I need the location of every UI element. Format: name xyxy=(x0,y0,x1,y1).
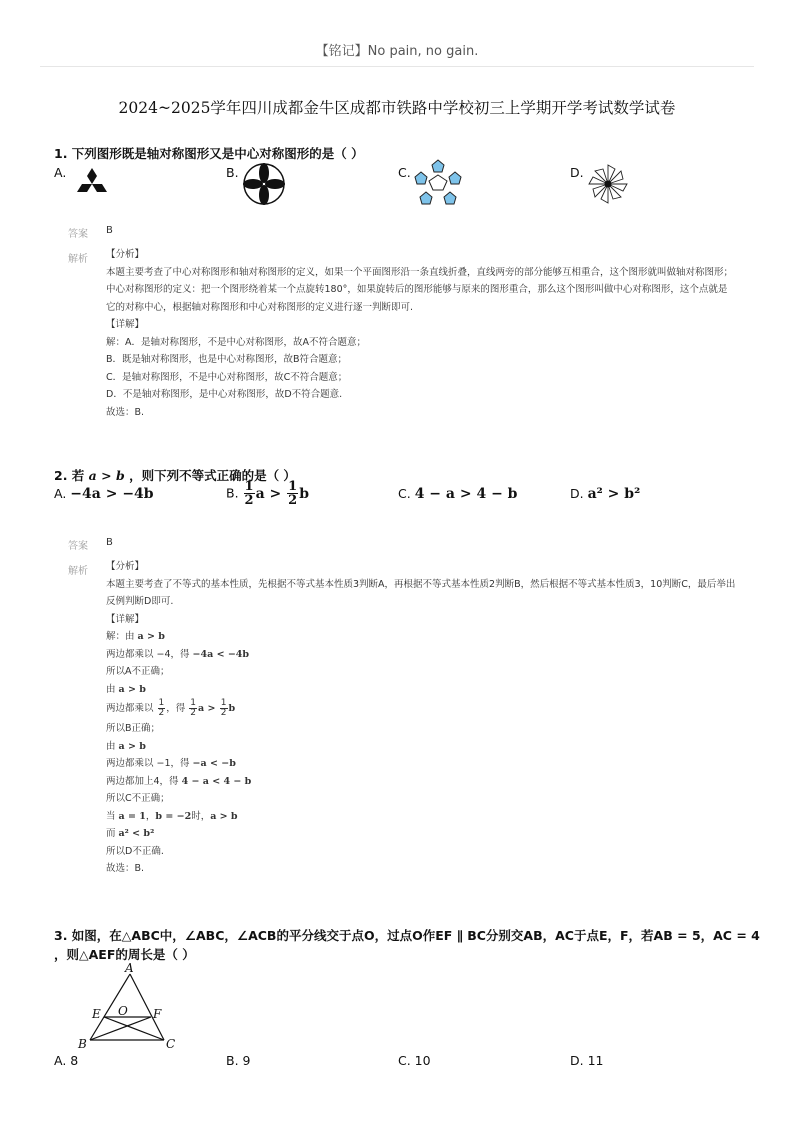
point-e-label: E xyxy=(92,1007,101,1021)
q1-solution-line: 【分析】 xyxy=(106,249,145,260)
q3-option-c: C. 10 xyxy=(398,1053,431,1068)
point-o-label: O xyxy=(118,1004,128,1018)
q1-solution-line: 【详解】 xyxy=(106,319,145,330)
q2-option-a xyxy=(54,486,154,502)
q2-option-d-letter: D. xyxy=(570,486,584,501)
q2-analysis-label: 解析 xyxy=(68,566,88,577)
q2-solution-line: 解：由 a > b xyxy=(106,631,165,642)
q1-option-a-label: A. xyxy=(54,165,67,180)
q2-solution-line: 故选：B. xyxy=(106,863,145,874)
header-divider xyxy=(40,66,754,67)
q1-answer-value: B xyxy=(106,225,113,236)
q3-option-b: B. 9 xyxy=(226,1053,251,1068)
q2-solution-line: 【详解】 xyxy=(106,613,145,625)
q2-solution-line: 两边都乘以 $\frac{1}{2}$ ，得 $\frac{1}{2}$ a > $\frac{1}{2}$ b xyxy=(106,698,236,718)
q2-solution-line: 由 a > b xyxy=(106,683,146,695)
pentagon-ring-figure xyxy=(412,158,464,208)
q1-answer-label: 答案 xyxy=(68,229,88,240)
q1-option-d-label: D. xyxy=(570,165,584,180)
q2-solution-line: 由 a > b xyxy=(106,740,146,752)
q2-option-a-letter: A. xyxy=(54,486,67,501)
q2-solution xyxy=(106,558,736,878)
question-3-stem-line-1: 3. 如图，在△ABC中，∠ABC，∠ACB的平分线交于点O，过点O作EF ∥ BC分别交AB，AC于点E，F，若AB = 5，AC = 4 xyxy=(54,928,760,943)
q2-stem-math: a > b xyxy=(88,468,125,483)
question-3-stem-line-2: ，则△AEF的周长是（ ） xyxy=(54,947,195,962)
point-f-label: F xyxy=(153,1007,162,1021)
q2-stem-prefix: 2. 若 xyxy=(54,468,85,483)
q2-solution-line: 所以A不正确； xyxy=(106,666,170,677)
q1-solution xyxy=(106,246,736,421)
triangle-abc-figure xyxy=(72,960,182,1052)
q2-option-d xyxy=(570,486,640,502)
q2-solution-line: 【分析】 xyxy=(106,561,145,572)
four-petal-circle-figure xyxy=(242,162,286,206)
q2-solution-line: 所以C不正确； xyxy=(106,793,170,804)
q2-option-a-math: −4a > −4b xyxy=(70,486,154,502)
page-motto: 【铭记】No pain, no gain. xyxy=(315,44,479,59)
q2-option-c-letter: C. xyxy=(398,486,411,501)
q2-answer-value: B xyxy=(106,537,113,548)
q1-solution-line: D．不是轴对称图形，是中心对称图形，故D不符合题意. xyxy=(106,389,343,400)
q2-solution-line: 当 a = 1，b = −2时，a > b xyxy=(106,810,238,822)
q2-answer-label: 答案 xyxy=(68,541,88,552)
q2-solution-paragraph: 本题主要考查了不等式的基本性质，先根据不等式基本性质3判断A，再根据不等式基本性质2判断B，然后根据不等式基本性质3，10判断C，最后举出反例判断D即可. xyxy=(106,578,736,607)
q2-option-b-letter: B. xyxy=(226,485,239,501)
mitsubishi-figure xyxy=(74,166,110,200)
q2-option-b-left-fraction: $\frac{1}{2}$ xyxy=(244,479,254,508)
q1-solution-line: 故选：B. xyxy=(106,406,145,418)
q3-option-a: A. 8 xyxy=(54,1053,79,1068)
vertex-a-label: A xyxy=(125,961,134,975)
q2-option-c xyxy=(398,486,517,502)
q2-stem-suffix: ，则下列不等式正确的是（ ） xyxy=(129,468,296,483)
q2-solution-line: 而 a² < b² xyxy=(106,828,155,839)
q2-solution-line: 两边都加上4，得 4 − a < 4 − b xyxy=(106,775,252,787)
q1-solution-line: B．既是轴对称图形，也是中心对称图形，故B符合题意； xyxy=(106,354,348,365)
q1-solution-paragraph: 本题主要考查了中心对称图形和轴对称图形的定义，如果一个平面图形沿一条直线折叠，直线两旁的部分能够互相重合，这个图形就叫做轴对称图形；中心对称图形的定义：把一个图形绕着某一个点旋转180°，如果旋转后的图形能够与原来的图形重合，那么这个图形叫做中心对称图形，这个点就是它的对称中心，根据轴对称图形和中心对称图形的定义进行逐一判断即可. xyxy=(106,266,734,313)
q2-option-d-math: a² > b² xyxy=(587,486,641,502)
q2-solution-line: 所以D不正确. xyxy=(106,845,164,857)
pinwheel-figure xyxy=(586,162,630,206)
q2-option-b: B. $\frac{1}{2}$ a > $\frac{1}{2}$ b xyxy=(226,479,309,508)
q1-option-b-label: B. xyxy=(226,165,239,180)
q2-solution-line: 两边都乘以 −1，得 −a < −b xyxy=(106,758,236,769)
q1-solution-line: C．是轴对称图形，不是中心对称图形，故C不符合题意； xyxy=(106,371,348,383)
q2-option-c-math: 4 − a > 4 − b xyxy=(414,486,518,502)
q2-option-b-right-fraction: $\frac{1}{2}$ xyxy=(288,479,298,508)
q1-option-c-label: C. xyxy=(398,165,411,180)
q1-analysis-label: 解析 xyxy=(68,254,88,265)
q3-option-d: D. 11 xyxy=(570,1053,604,1068)
question-1-stem: 1. 下列图形既是轴对称图形又是中心对称图形的是（ ） xyxy=(54,146,364,161)
page-title: 2024~2025学年四川成都金牛区成都市铁路中学校初三上学期开学考试数学试卷 xyxy=(118,99,676,117)
q2-solution-line: 两边都乘以 −4，得 −4a < −4b xyxy=(106,648,250,660)
q2-solution-line: 所以B正确； xyxy=(106,723,161,734)
q1-solution-line: 解：A．是轴对称图形，不是中心对称图形，故A不符合题意； xyxy=(106,336,366,348)
vertex-b-label: B xyxy=(78,1037,87,1051)
vertex-c-label: C xyxy=(166,1037,176,1051)
